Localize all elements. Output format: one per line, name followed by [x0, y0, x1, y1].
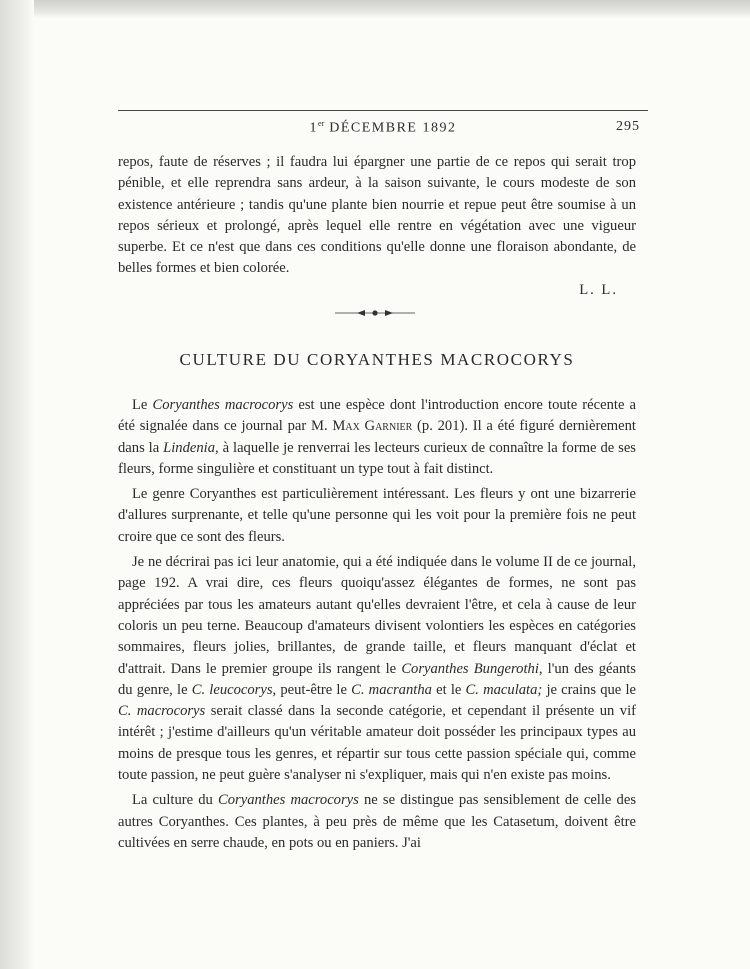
running-header — [118, 110, 648, 140]
scan-left-edge — [0, 0, 34, 969]
species-name: C. maculata; — [465, 681, 543, 698]
header-date-rest: DÉCEMBRE 1892 — [324, 120, 457, 136]
continuation-paragraph: repos, faute de réserves ; il faudra lui épargner une partie de ce repos qui serait trop pénible, et elle reprendra sans ardeur, à la saison suivante, le cours modeste de son existence antérieure ; tandis qu'une plante bien nourrie et repue peut être soumise à un repos sérieux et prolongé, après lequel elle rentre en végétation avec une vigueur superbe. Et ce n'est que dans ces conditions qu'elle donne une floraison abondante, de belles formes et bien colorée. — [118, 154, 636, 277]
text-run: à laquelle je renverrai les lecteurs curieux de connaître la forme de ses fleurs, forme singulière et constituant un type tout à fait distinct. — [118, 439, 636, 477]
text-run: est une espèce dont l'introduction encore toute récente a été signalée dans ce journal par M. — [118, 397, 637, 435]
header-date-superscript: er — [318, 119, 325, 128]
species-name: C. macrantha — [351, 681, 432, 698]
text-run: serait classé dans la seconde catégorie, et cependant il présente un vif intérêt ; j'estime d'ailleurs qu'un véritable amateur doit posséder les principaux types au moins de presque tous les genres, et répartir sur tous cette passion spéciale qui, comme toute passion, ne peut guère s'analyser ni s'expliquer, mais qui n'en existe pas moins. — [118, 703, 636, 784]
species-name: Coryanthes macrocorys — [218, 792, 359, 809]
article-paragraph-2: Le genre Coryanthes est particulièrement intéressant. Les fleurs y ont une bizarrerie d'allures surprenante, et telle qu'une personne qui les voit pour la première fois ne peut croire que ce sont des fleurs. — [118, 486, 636, 545]
species-name: C. leucocorys, — [191, 681, 277, 698]
species-name: C. macrocorys — [118, 703, 206, 720]
scan-top-edge — [0, 0, 750, 18]
article-paragraph-4 — [118, 790, 636, 854]
text-run: Le — [132, 397, 153, 413]
article-paragraph-1 — [118, 395, 636, 480]
species-name: Coryanthes Bungerothi, — [401, 660, 543, 677]
page-number: 295 — [616, 119, 640, 134]
header-date-prefix: 1 — [309, 120, 319, 136]
continuation-text — [118, 152, 636, 280]
article-paragraph-3 — [118, 552, 636, 786]
text-run: l'un des géants du genre, le — [118, 660, 636, 698]
journal-name: Lindenia, — [163, 439, 219, 456]
text-run: ne se distingue pas sensiblement de celle des autres Coryanthes. Ces plantes, à peu près de même que les Catasetum, doivent être cultivées en serre chaude, en pots ou en paniers. J'ai — [118, 792, 637, 851]
text-run: La culture du — [132, 792, 218, 809]
text-run: Je ne décrirai pas ici leur anatomie, qui a été indiquée dans le volume II de ce journal, page 192. A vrai dire, ces fleurs quoiqu'assez élégantes de formes, ne sont pas appréciées par tous les amateurs autant qu'elles devraient l'être, et cela à cause de leur coloris un peu terne. Beaucoup d'amateurs divisent volontiers les espèces en catégories sommaires, fleurs jolies, brillantes, de grande taille, et fleurs manquant d'éclat et d'attrait. Dans le premier groupe ils rangent le — [118, 554, 636, 677]
text-run: et le — [431, 681, 466, 698]
species-name: Coryanthes macrocorys — [152, 397, 294, 413]
author-name: Max Garnier — [332, 418, 413, 435]
article-body — [118, 395, 636, 854]
header-date — [118, 119, 648, 137]
text-run: (p. 201). Il a été figuré dernièrement dans la — [118, 418, 636, 456]
header-rule — [118, 110, 648, 111]
author-signature: L. L. — [579, 282, 618, 298]
text-run: je crains que le — [542, 681, 636, 698]
text-run: peut-être le — [276, 681, 352, 698]
article-title: CULTURE DU CORYANTHES MACROCORYS — [179, 350, 575, 369]
section-divider-ornament — [335, 309, 415, 317]
